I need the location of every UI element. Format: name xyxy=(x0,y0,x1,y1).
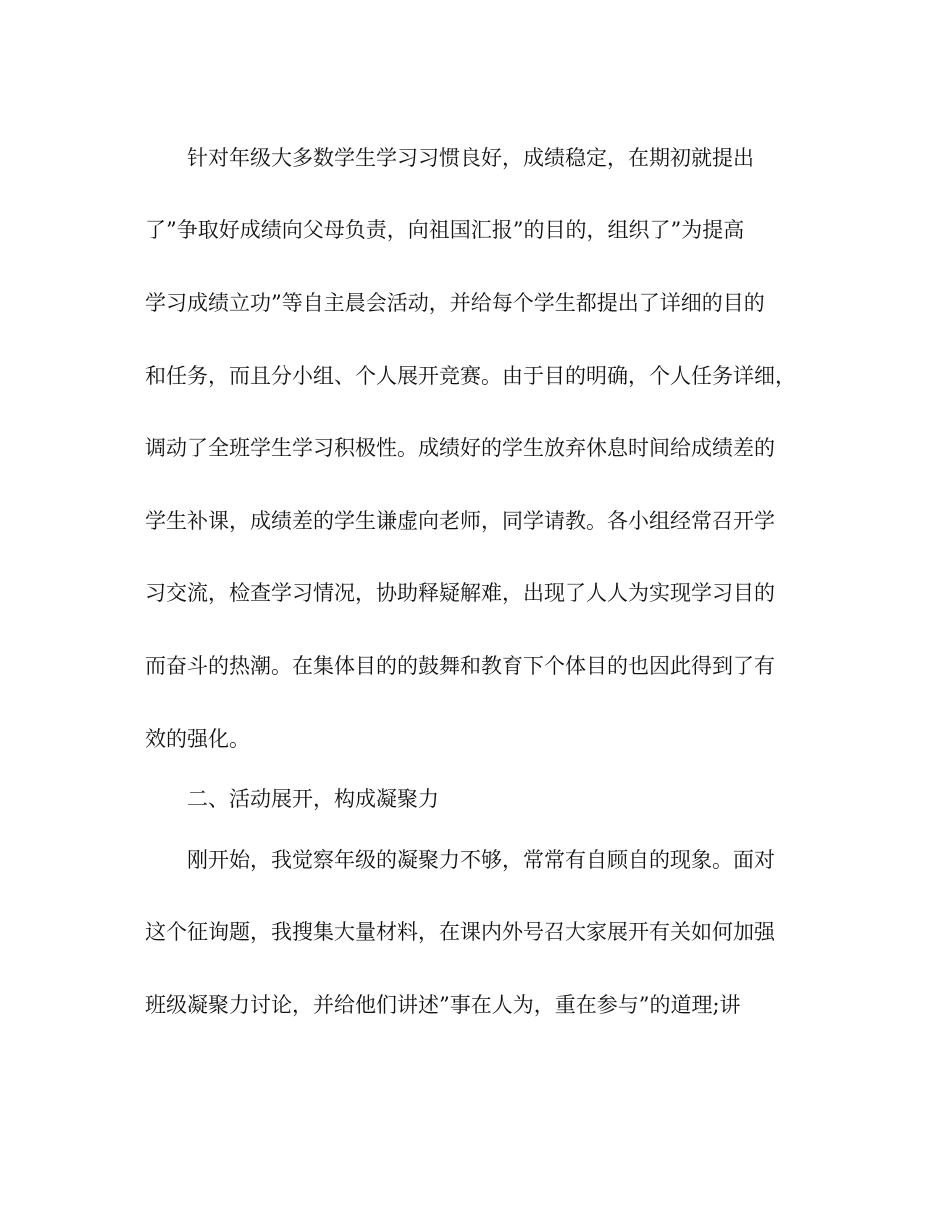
paragraph-line: 学生补课，成绩差的学生谦虚向老师，同学请教。各小组经常召开学 xyxy=(145,509,775,533)
paragraph-line: 调动了全班学生学习积极性。成绩好的学生放弃休息时间给成绩差的 xyxy=(145,436,775,460)
paragraph-line: 学习成绩立功”等自主晨会活动，并给每个学生都提出了详细的目的 xyxy=(145,291,765,315)
paragraph-line: 这个征询题，我搜集大量材料，在课内外号召大家展开有关如何加强 xyxy=(145,920,775,944)
paragraph-line: 而奋斗的热潮。在集体目的的鼓舞和教育下个体目的也因此得到了有 xyxy=(145,654,775,678)
paragraph-line: 班级凝聚力讨论，并给他们讲述”事在人为，重在参与”的道理;讲 xyxy=(145,993,741,1017)
paragraph-line: 刚开始，我觉察年级的凝聚力不够，常常有自顾自的现象。面对 xyxy=(187,848,775,872)
paragraph-line: 了”争取好成绩向父母负责，向祖国汇报”的目的，组织了”为提高 xyxy=(145,218,745,242)
paragraph-line: 效的强化。 xyxy=(145,727,250,751)
section-heading: 二、活动展开，构成凝聚力 xyxy=(187,787,439,811)
paragraph-line: 和任务，而且分小组、个人展开竞赛。由于目的明确，个人任务详细， xyxy=(145,364,796,388)
paragraph-line: 针对年级大多数学生学习习惯良好，成绩稳定，在期初就提出 xyxy=(187,146,754,170)
paragraph-line: 习交流，检查学习情况，协助释疑解难，出现了人人为实现学习目的 xyxy=(145,581,775,605)
